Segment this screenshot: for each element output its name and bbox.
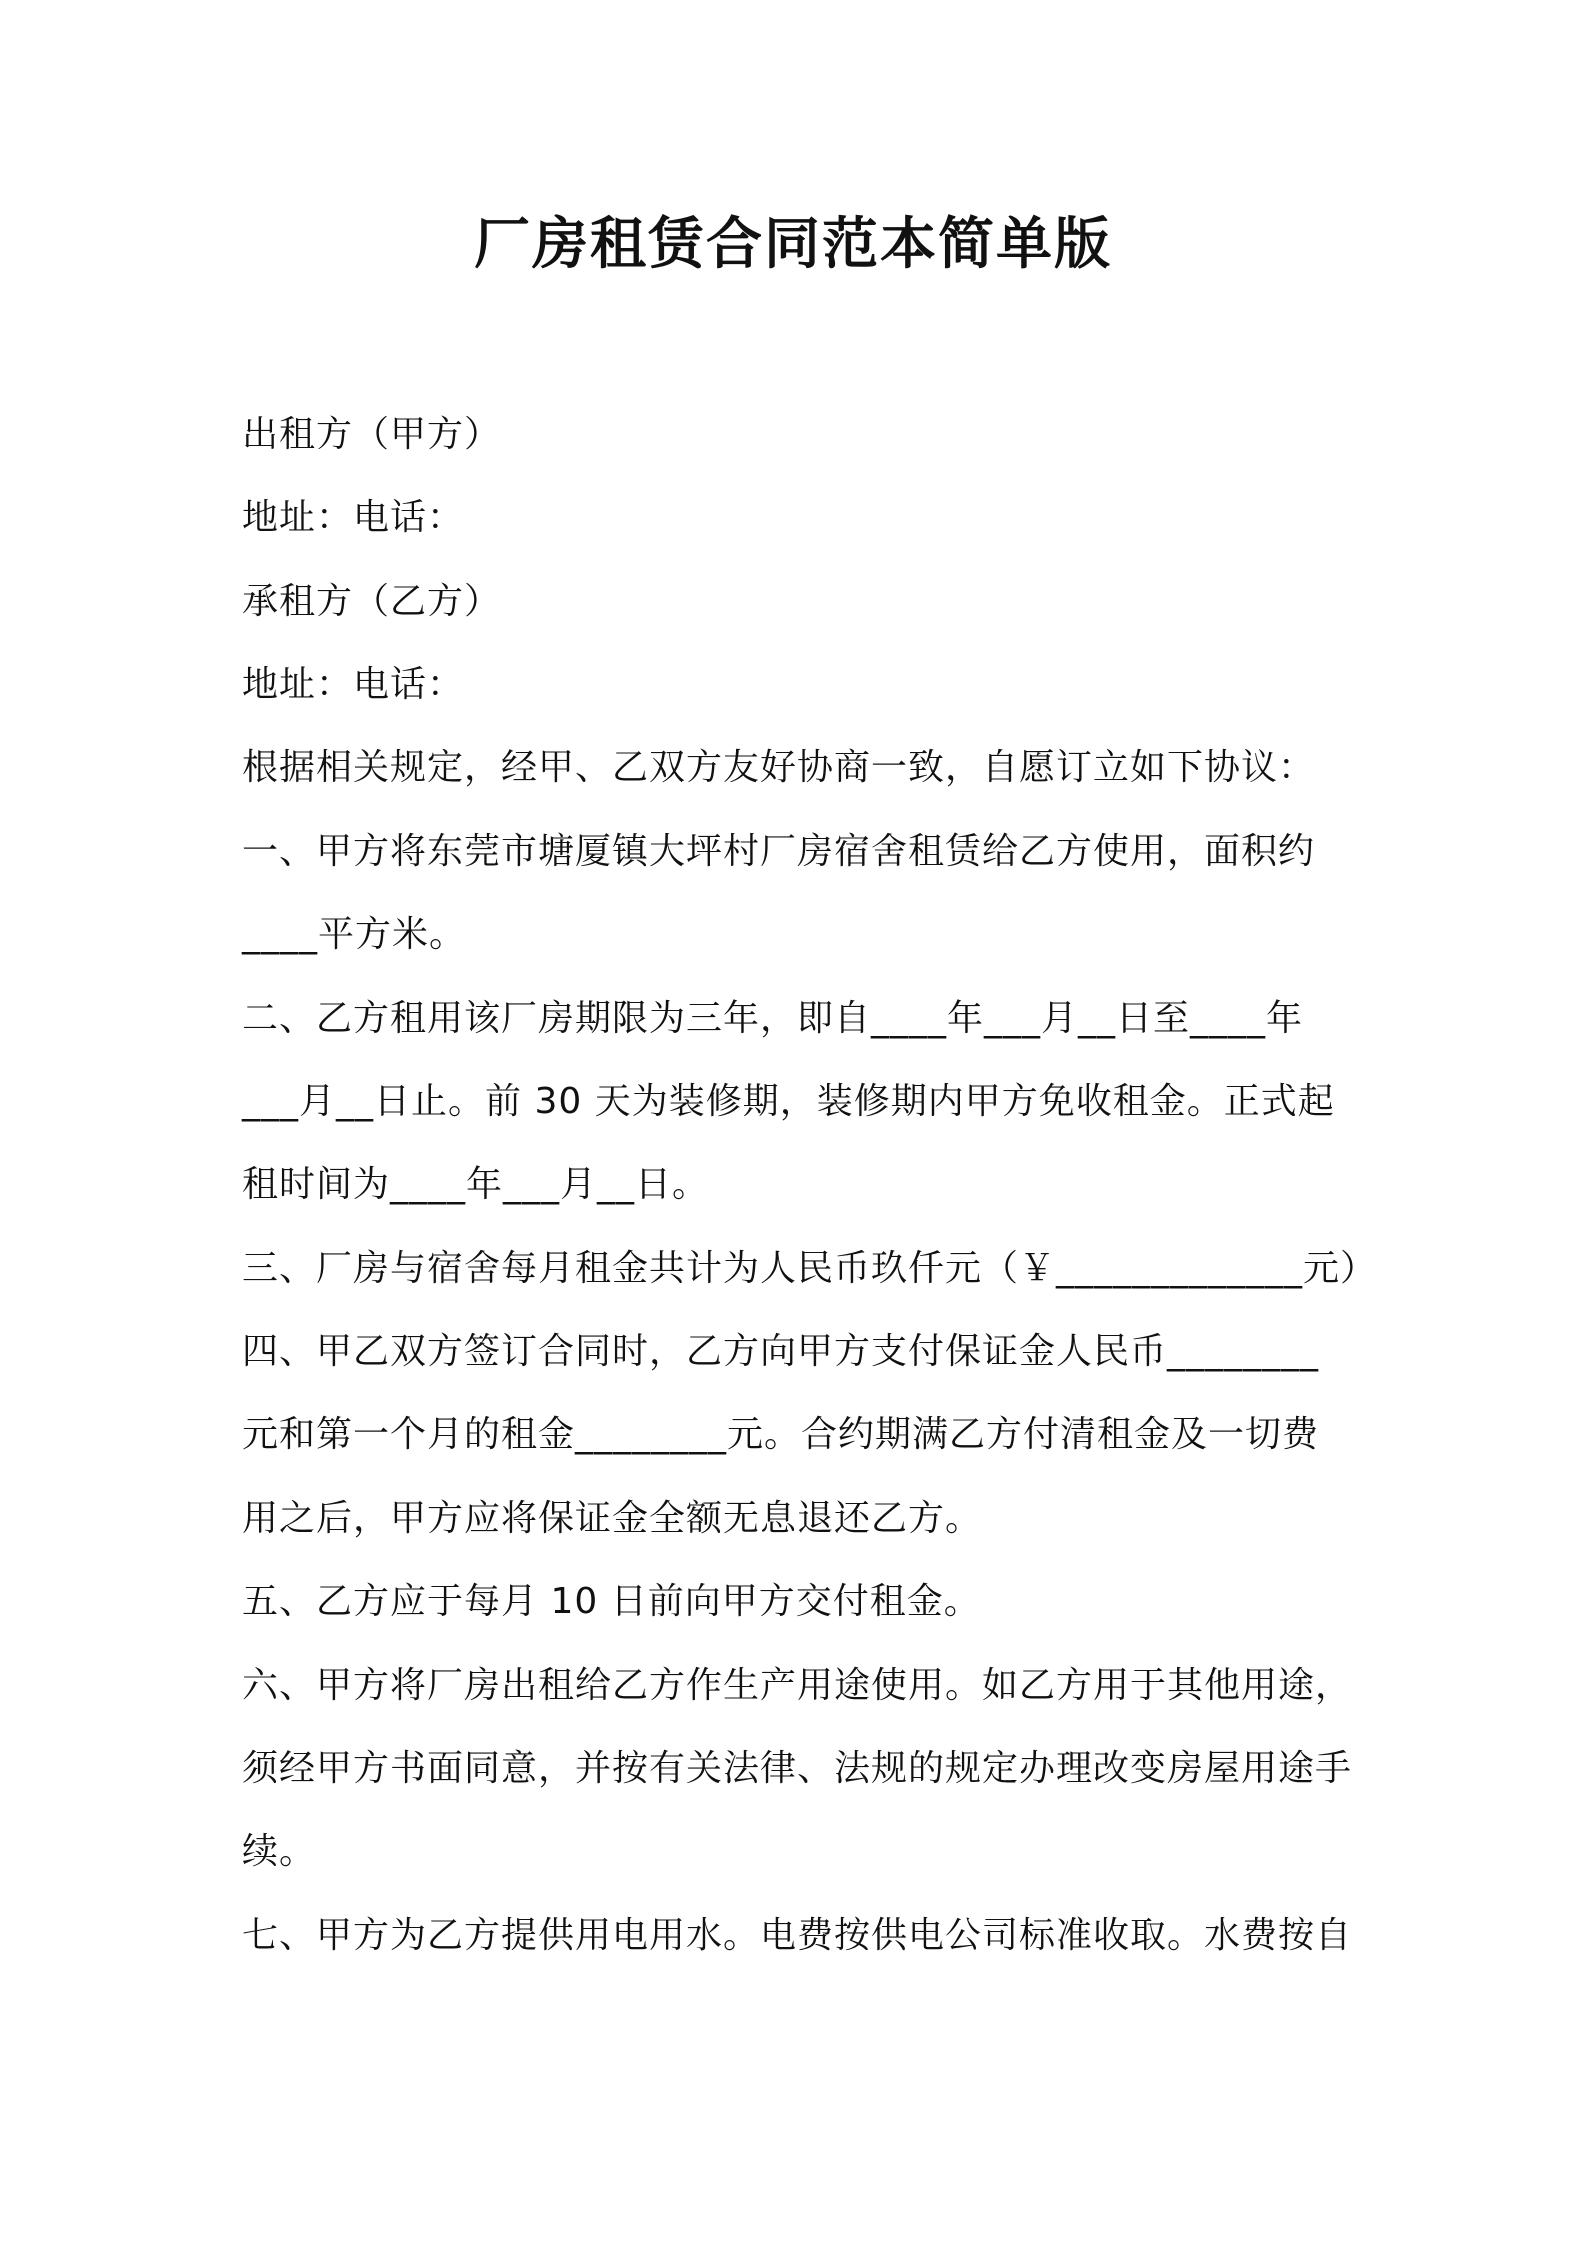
- clause-6-line-3: 续。: [242, 1831, 317, 1872]
- clause-2-line-1: 二、乙方租用该厂房期限为三年，即自____年___月__日至____年: [242, 998, 1304, 1039]
- clause-4-line-3: 用之后，甲方应将保证金全额无息退还乙方。: [242, 1498, 983, 1539]
- clause-4-line-2: 元和第一个月的租金________元。合约期满乙方付清租金及一切费: [242, 1414, 1320, 1455]
- clause-1-line-1: 一、甲方将东莞市塘厦镇大坪村厂房宿舍租赁给乙方使用，面积约: [242, 831, 1316, 872]
- clause-5-line-1: 五、乙方应于每月 10 日前向甲方交付租金。: [242, 1581, 981, 1622]
- lessee-label: 承租方（乙方）: [242, 581, 502, 622]
- clause-7-line-1: 七、甲方为乙方提供用电用水。电费按供电公司标准收取。水费按自: [242, 1915, 1353, 1956]
- clause-3-line-1: 三、厂房与宿舍每月租金共计为人民币玖仟元（￥_____________元）: [242, 1248, 1378, 1289]
- clause-1-line-2: ____平方米。: [242, 914, 467, 955]
- lessor-label: 出租方（甲方）: [242, 414, 502, 455]
- clause-6-line-2: 须经甲方书面同意，并按有关法律、法规的规定办理改变房屋用途手: [242, 1748, 1353, 1789]
- clause-4-line-1: 四、甲乙双方签订合同时，乙方向甲方支付保证金人民币________: [242, 1331, 1320, 1372]
- document-title: 厂房租赁合同范本简单版: [474, 212, 1112, 277]
- clause-2-line-2: ___月__日止。前 30 天为装修期，装修期内甲方免收租金。正式起: [242, 1081, 1335, 1122]
- lessor-address-phone: 地址：电话：: [242, 497, 465, 538]
- lessee-address-phone: 地址：电话：: [242, 664, 465, 705]
- agreement-preamble: 根据相关规定，经甲、乙双方友好协商一致，自愿订立如下协议：: [242, 747, 1316, 788]
- clause-6-line-1: 六、甲方将厂房出租给乙方作生产用途使用。如乙方用于其他用途，: [242, 1665, 1353, 1706]
- clause-2-line-3: 租时间为____年___月__日。: [242, 1164, 710, 1205]
